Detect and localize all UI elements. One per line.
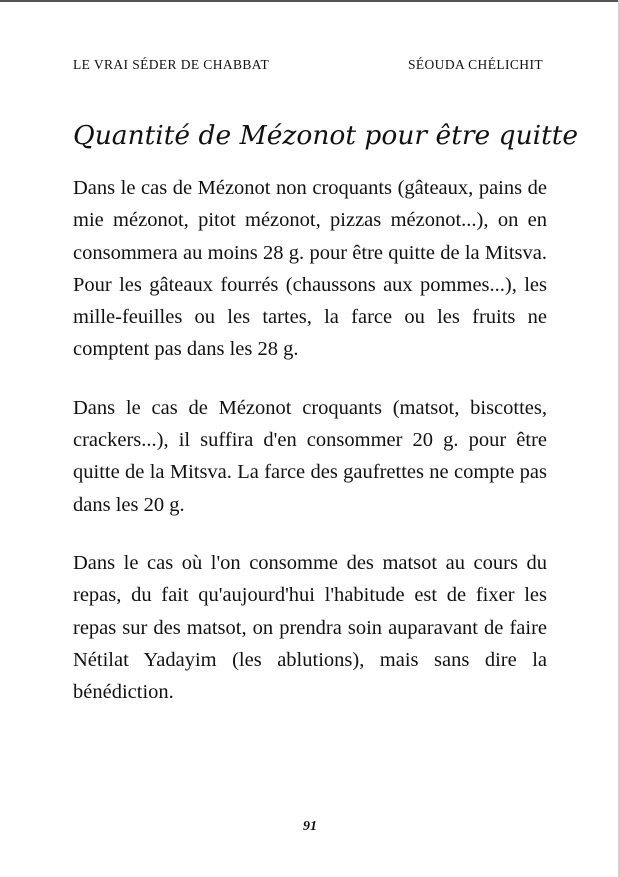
- page-number: 91: [303, 819, 317, 834]
- paragraph-matsot-meal: Dans le cas où l'on consomme des matsot au cours du repas, du fait qu'aujourd'hui l'habitude est de fixer les repas sur des matsot, on prendra soin auparavant de faire Nétilat Yadayim (les ablutions), mais sans dire la bénédiction.: [73, 551, 547, 704]
- header-section-title: SÉOUDA CHÉLICHIT: [407, 57, 543, 72]
- header-book-title: LE VRAI SÉDER DE CHABBAT: [73, 57, 270, 72]
- paragraph-soft-mezonot: Dans le cas de Mézonot non croquants (gâteaux, pains de mie mézonot, pitot mézonot, pizzas mézonot...), on en consommera au moins 28 g. pour être quitte de la Mitsva. Pour les gâteaux fourrés (chaussons aux pommes...), les mille-feuilles ou les tartes, la farce ou les fruits ne comptent pas dans les 28 g.: [73, 177, 547, 361]
- paragraph-crunchy-mezonot: Dans le cas de Mézonot croquants (matsot, biscottes, crackers...), il suffira d'en consommer 20 g. pour être quitte de la Mitsva. La farce des gaufrettes ne compte pas dans les 20 g.: [73, 396, 547, 516]
- section-title: Quantité de Mézonot pour être quitte: [73, 120, 579, 151]
- running-header: [73, 57, 543, 73]
- body-text: [73, 172, 547, 734]
- top-border: [0, 0, 620, 2]
